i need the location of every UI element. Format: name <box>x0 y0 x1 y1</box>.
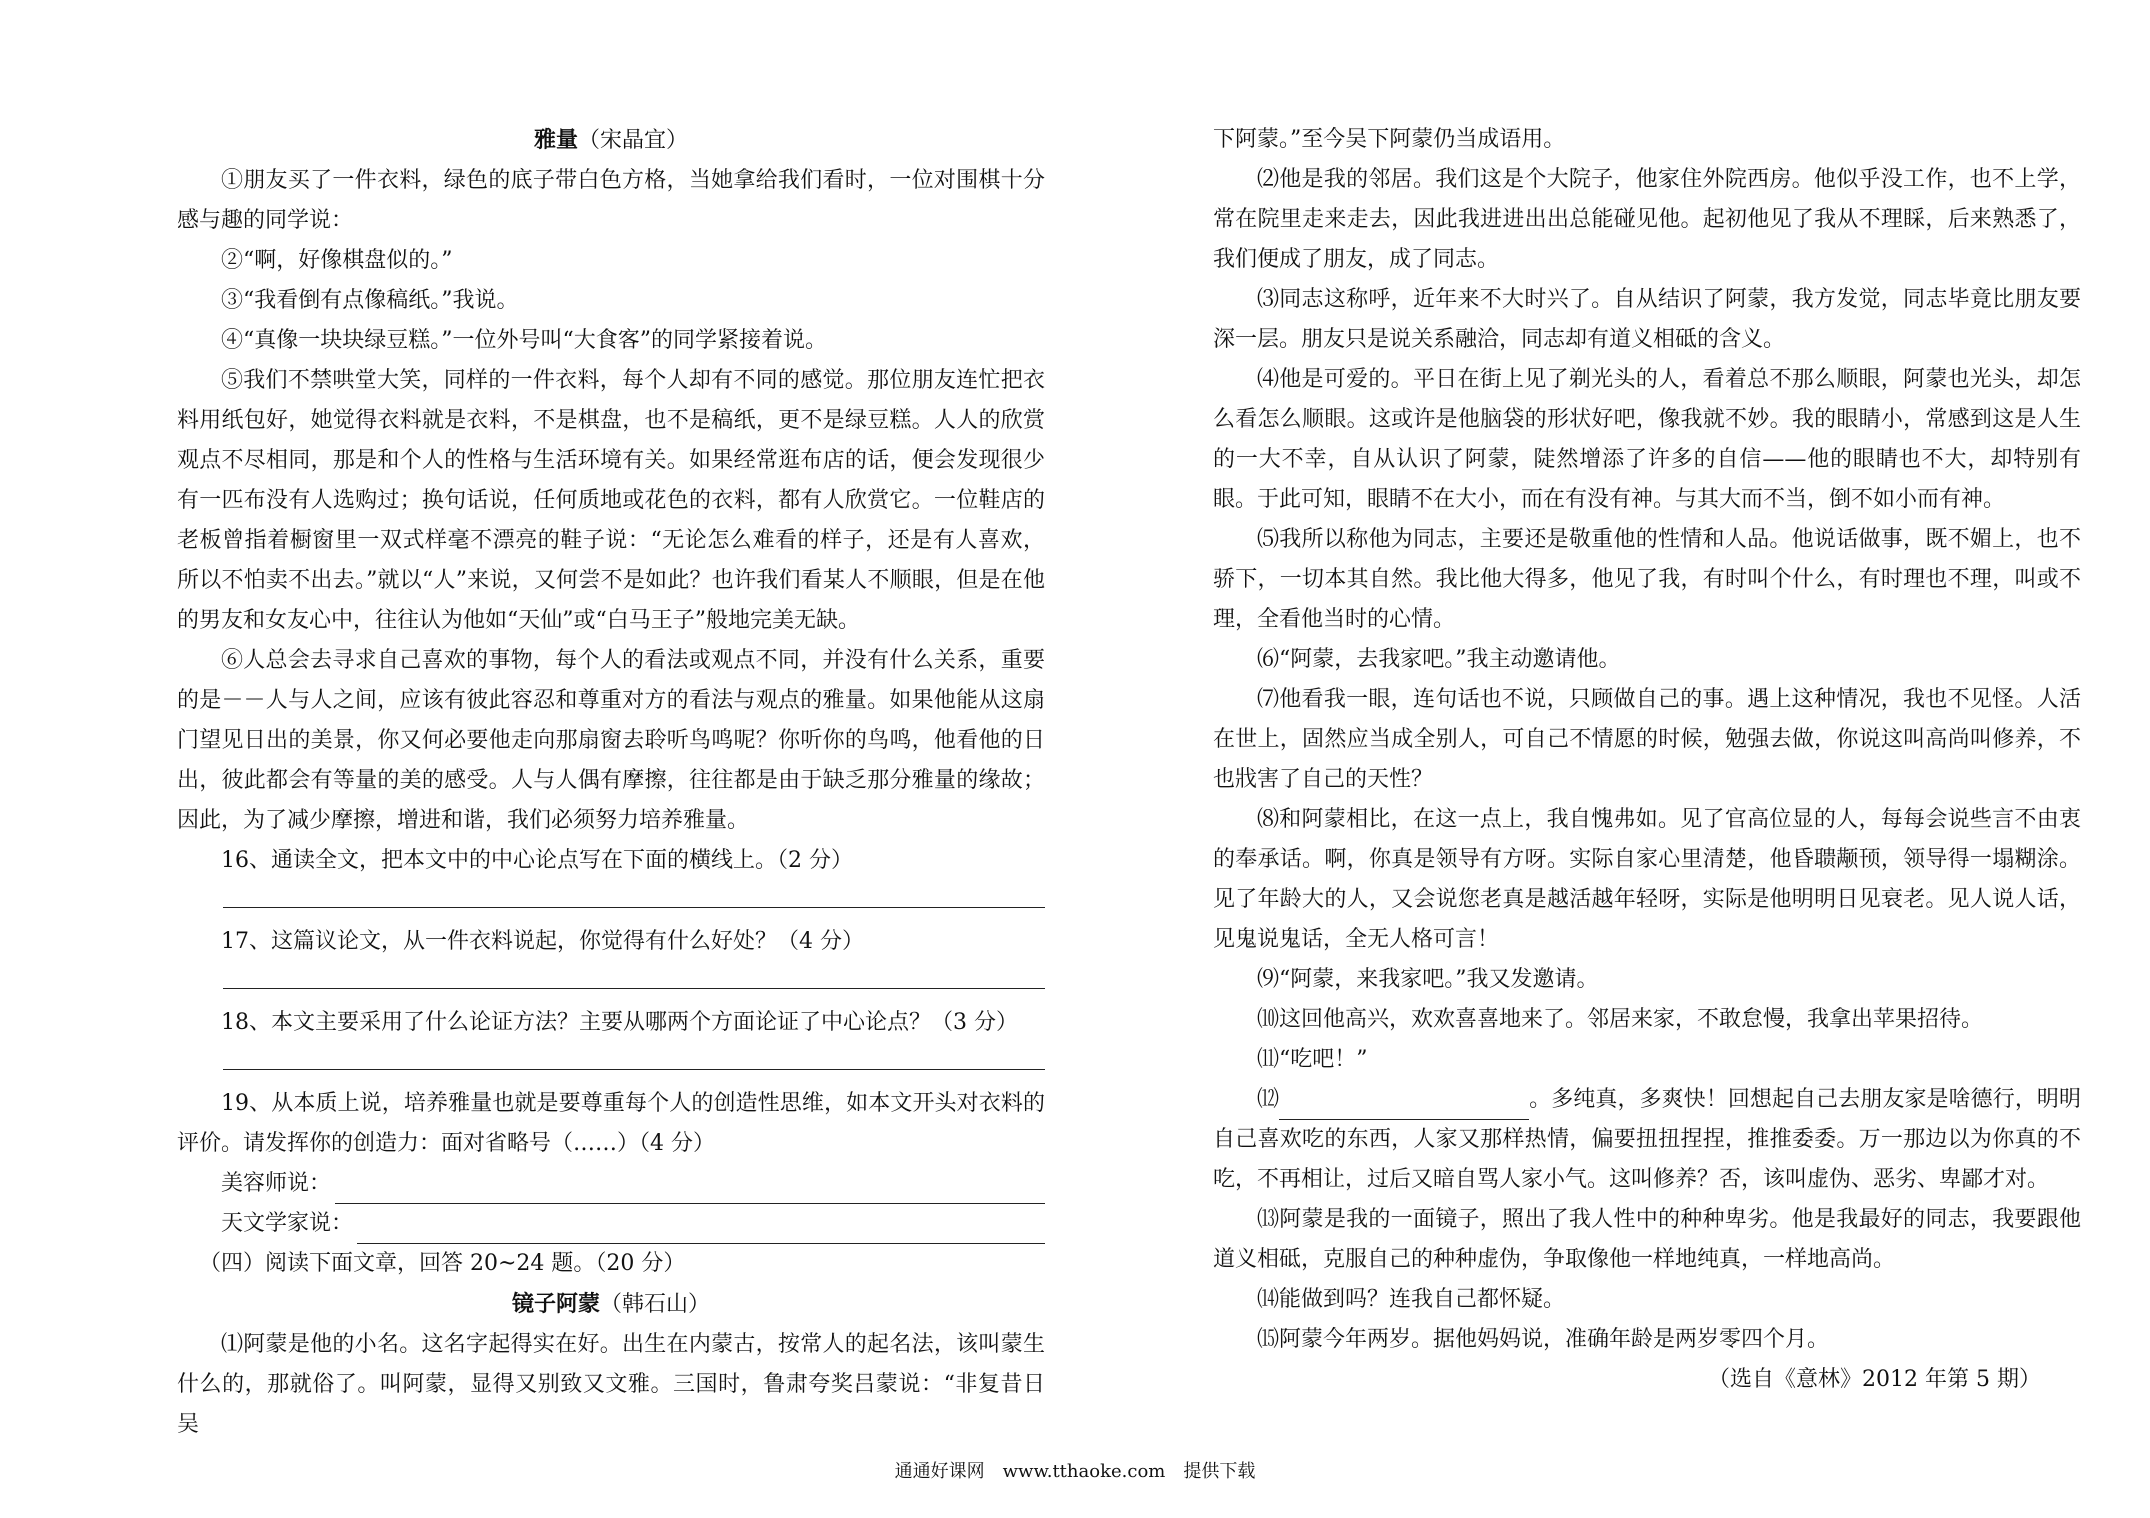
answer-line-16[interactable] <box>223 883 1045 908</box>
paragraph: 下阿蒙。”至今吴下阿蒙仍当成语用。 <box>1213 127 1566 152</box>
paragraph: ⒀阿蒙是我的一面镜子，照出了我人性中的种种卑劣。他是我最好的同志，我要跟他道义相砥，克服自己的种种虚伪，争取像他一样地纯真，一样地高尚。 <box>1213 1207 2081 1272</box>
paragraph: ⑼“阿蒙，来我家吧。”我又发邀请。 <box>1257 967 1599 992</box>
article2-title <box>177 1284 1045 1325</box>
article2-title-text: 镜子阿蒙 <box>511 1291 600 1317</box>
question-16: 16、通读全文，把本文中的中心论点写在下面的横线上。（2 分） <box>221 848 853 873</box>
fill-in-blank[interactable] <box>1279 1093 1529 1120</box>
paragraph-12-text: 。多纯真，多爽快！回想起自己去朋友家是啥德行，明明自己喜欢吃的东西，人家又那样热情，偏要扭扭捏捏，推推委委。万一那边以为你真的不吃，不再相让，过后又暗自骂人家小气。这叫修养？否，该叫虚伪、恶劣、卑鄙才对。 <box>1213 1087 2081 1192</box>
right-column <box>1213 120 2081 1400</box>
paragraph-12 <box>1213 1080 2081 1200</box>
paragraph: ⑸我所以称他为同志，主要还是敬重他的性情和人品。他说话做事，既不媚上，也不骄下，一切本其自然。我比他大得多，他见了我，有时叫个什么，有时理也不理，叫或不理，全看他当时的心情。 <box>1213 527 2081 632</box>
article1-title <box>177 120 1045 161</box>
paragraph: ③“我看倒有点像稿纸。”我说。 <box>221 288 519 313</box>
paragraph: ⒁能做到吗？连我自己都怀疑。 <box>1257 1287 1566 1312</box>
section-4-heading: （四）阅读下面文章，回答 20~24 题。（20 分） <box>199 1251 686 1276</box>
paragraph: ⑽这回他高兴，欢欢喜喜地来了。邻居来家，不敢怠慢，我拿出苹果招待。 <box>1257 1007 1984 1032</box>
paragraph: ⑶同志这称呼，近年来不大时兴了。自从结识了阿蒙，我方发觉，同志毕竟比朋友要深一层。朋友只是说关系融洽，同志却有道义相砥的含义。 <box>1213 287 2081 352</box>
paragraph: ⑾“吃吧！” <box>1257 1047 1368 1072</box>
paragraph: ⑻和阿蒙相比，在这一点上，我自愧弗如。见了官高位显的人，每每会说些言不由衷的奉承话。啊，你真是领导有方呀。实际自家心里清楚，他昏聩颟顸，领导得一塌糊涂。见了年龄大的人，又会说您老真是越活越年轻呀，实际是他明明日见衰老。见人说人话，见鬼说鬼话，全无人格可言！ <box>1213 807 2081 952</box>
left-column <box>177 120 1045 1445</box>
question-17: 17、这篇议论文，从一件衣料说起，你觉得有什么好处？（4 分） <box>221 929 864 954</box>
article1-title-text: 雅量 <box>533 127 578 153</box>
answer-row-astronomer <box>177 1204 1045 1244</box>
page-footer: 通通好课网 www.tthaoke.com 提供下载 <box>894 1461 1256 1482</box>
answer-line-17[interactable] <box>223 964 1045 989</box>
paragraph: ①朋友买了一件衣料，绿色的底子带白色方格，当她拿给我们看时，一位对围棋十分感与趣的同学说： <box>177 168 1045 233</box>
paragraph: ④“真像一块块绿豆糕。”一位外号叫“大食客”的同学紧接着说。 <box>221 328 827 353</box>
paragraph: ⑵他是我的邻居。我们这是个大院子，他家住外院西房。他似乎没工作，也不上学，常在院里走来走去，因此我进进出出总能碰见他。起初他见了我从不理睬，后来熟悉了，我们便成了朋友，成了同志。 <box>1213 167 2081 272</box>
beautician-label: 美容师说： <box>221 1171 332 1196</box>
answer-row-beautician <box>177 1164 1045 1204</box>
paragraph: ②“啊，好像棋盘似的。” <box>221 248 453 273</box>
answer-line-18[interactable] <box>223 1045 1045 1070</box>
source-citation: （选自《意林》2012 年第 5 期） <box>1708 1367 2041 1392</box>
paragraph: ⒂阿蒙今年两岁。据他妈妈说，准确年龄是两岁零四个月。 <box>1257 1327 1830 1352</box>
paragraph: ⑹“阿蒙，去我家吧。”我主动邀请他。 <box>1257 647 1621 672</box>
question-19: 19、从本质上说，培养雅量也就是要尊重每个人的创造性思维，如本文开头对衣料的评价。请发挥你的创造力：面对省略号（……）（4 分） <box>177 1091 1045 1156</box>
paragraph: ⑷他是可爱的。平日在街上见了剃光头的人，看着总不那么顺眼，阿蒙也光头，却怎么看怎么顺眼。这或许是他脑袋的形状好吧，像我就不妙。我的眼睛小，常感到这是人生的一大不幸，自从认识了阿蒙，陡然增添了许多的自信——他的眼睛也不大，却特别有眼。于此可知，眼睛不在大小，而在有没有神。与其大而不当，倒不如小而有神。 <box>1213 367 2081 512</box>
paragraph-12-number: ⑿ <box>1257 1087 1280 1112</box>
astronomer-label: 天文学家说： <box>221 1211 354 1236</box>
paragraph: ⑺他看我一眼，连句话也不说，只顾做自己的事。遇上这种情况，我也不见怪。人活在世上，固然应当成全别人，可自己不情愿的时候，勉强去做，你说这叫高尚叫修养，不也戕害了自己的天性？ <box>1213 687 2081 792</box>
paragraph: ⑥人总会去寻求自己喜欢的事物，每个人的看法或观点不同，并没有什么关系，重要的是－－人与人之间，应该有彼此容忍和尊重对方的看法与观点的雅量。如果他能从这扇门望见日出的美景，你又何必要他走向那扇窗去聆听鸟鸣呢？你听你的鸟鸣，他看他的日出，彼此都会有等量的美的感受。人与人偶有摩擦，往往都是由于缺乏那分雅量的缘故；因此，为了减少摩擦，增进和谐，我们必须努力培养雅量。 <box>177 648 1045 833</box>
beautician-answer-line[interactable] <box>335 1173 1045 1204</box>
article2-author: （韩石山） <box>600 1292 711 1317</box>
paragraph: ⑤我们不禁哄堂大笑，同样的一件衣料，每个人却有不同的感觉。那位朋友连忙把衣料用纸包好，她觉得衣料就是衣料，不是棋盘，也不是稿纸，更不是绿豆糕。人人的欣赏观点不尽相同，那是和个人的性格与生活环境有关。如果经常逛布店的话，便会发现很少有一匹布没有人选购过；换句话说，任何质地或花色的衣料，都有人欣赏它。一位鞋店的老板曾指着橱窗里一双式样毫不漂亮的鞋子说：“无论怎么难看的样子，还是有人喜欢，所以不怕卖不出去。”就以“人”来说，又何尝不是如此？也许我们看某人不顺眼，但是在他的男友和女友心中，往往认为他如“天仙”或“白马王子”般地完美无缺。 <box>177 368 1045 633</box>
article1-author: （宋晶宜） <box>578 128 689 153</box>
paragraph: ⑴阿蒙是他的小名。这名字起得实在好。出生在内蒙古，按常人的起名法，该叫蒙生什么的，那就俗了。叫阿蒙，显得又别致又文雅。三国时，鲁肃夸奖吕蒙说：“非复昔日吴 <box>177 1332 1045 1437</box>
astronomer-answer-line[interactable] <box>357 1213 1045 1244</box>
question-18: 18、本文主要采用了什么论证方法？主要从哪两个方面论证了中心论点？（3 分） <box>221 1010 1018 1035</box>
